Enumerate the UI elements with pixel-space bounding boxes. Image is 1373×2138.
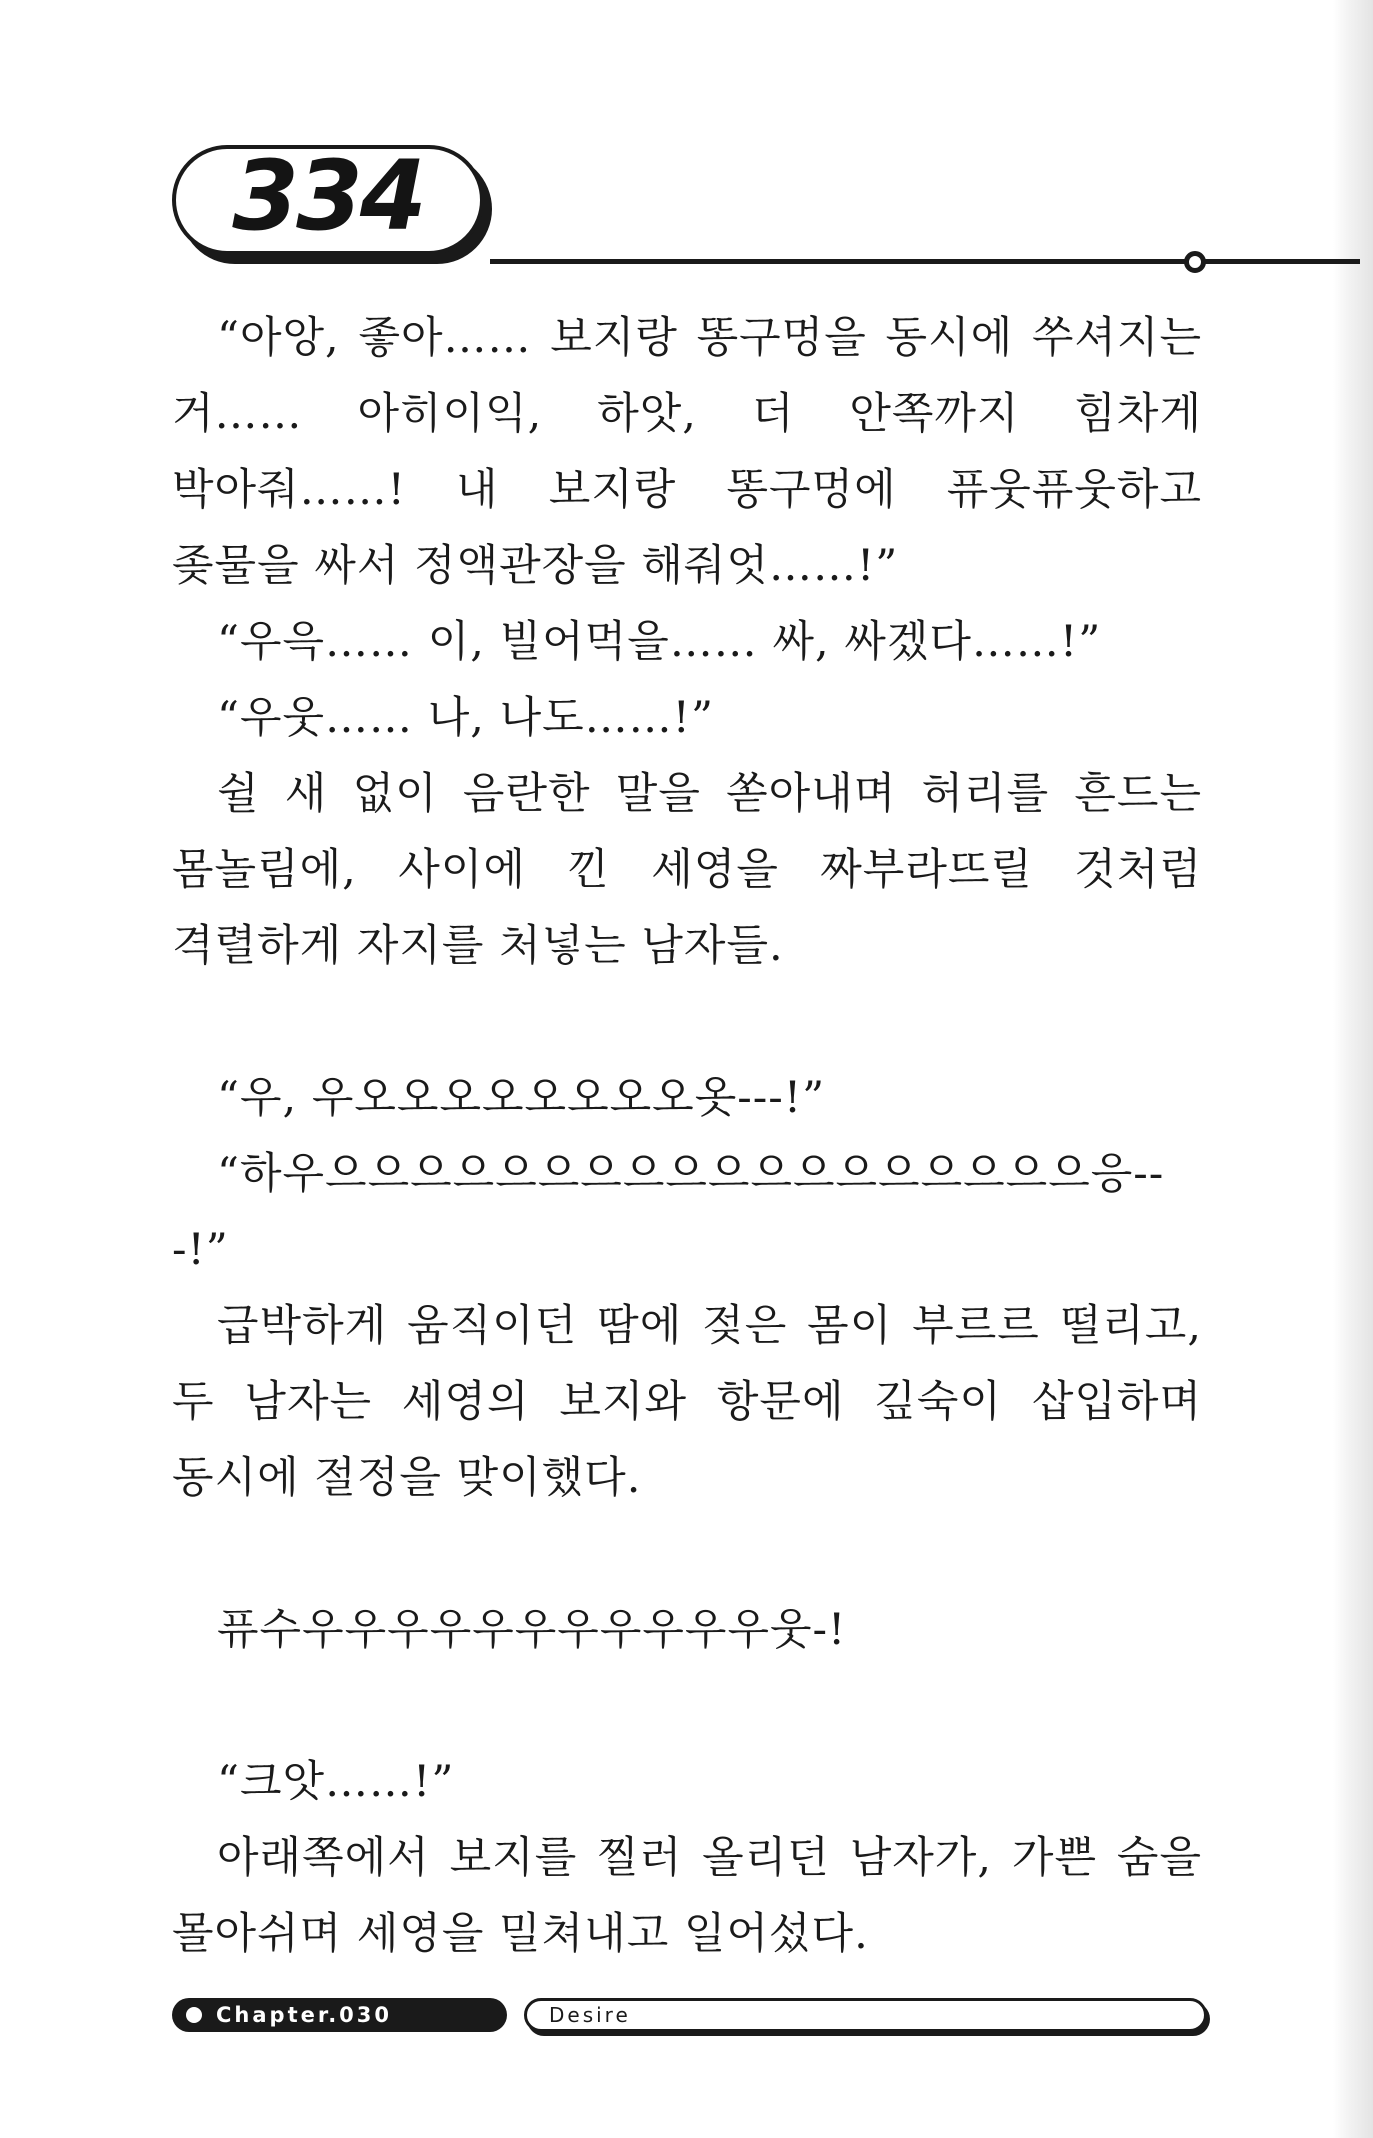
paragraph: “우, 우오오오오오오오오옷---!” xyxy=(217,1073,826,1123)
paragraph: 아래쪽에서 보지를 찔러 올리던 남자가, 가쁜 숨을 몰아쉬며 세영을 밀쳐내고 일어섰다. xyxy=(172,1833,1202,1959)
paragraph: 급박하게 움직이던 땀에 젖은 몸이 부르르 떨리고, 두 남자는 세영의 보지와 항문에 깊숙이 삽입하며 동시에 절정을 맞이했다. xyxy=(172,1301,1202,1503)
header-rule-end-circle xyxy=(1184,251,1206,273)
paragraph: “아앙, 좋아…… 보지랑 똥구멍을 동시에 쑤셔지는 거…… 아히이익, 하앗, 더 안쪽까지 힘차게 박아줘……! 내 보지랑 똥구멍에 퓨웃퓨웃하고 좆물을 싸서 정액관장을 해줘엇……!” xyxy=(172,313,1202,591)
chapter-label: Chapter.030 xyxy=(216,2003,393,2027)
bullet-icon xyxy=(186,2007,202,2023)
page-footer xyxy=(172,1998,1207,2038)
paragraph-gap xyxy=(172,984,1202,1060)
paragraph: “크앗……!” xyxy=(217,1757,455,1807)
paragraph: 퓨수우우우우우우우우우우우웃-! xyxy=(217,1605,847,1655)
chapter-pill xyxy=(172,1998,507,2032)
page-header xyxy=(172,140,1212,273)
paragraph: “하우으으으으으으으으으으으으으으으으으으응---!” xyxy=(172,1149,1165,1275)
paragraph-gap xyxy=(172,1668,1202,1744)
page-edge-shadow xyxy=(1333,0,1373,2138)
paragraph: 쉴 새 없이 음란한 말을 쏟아내며 허리를 흔드는 몸놀림에, 사이에 낀 세영을 짜부라뜨릴 것처럼 격렬하게 자지를 처넣는 남자들. xyxy=(172,769,1202,971)
title-pill xyxy=(524,1998,1207,2032)
paragraph-gap xyxy=(172,1516,1202,1592)
book-title-label: Desire xyxy=(549,2003,631,2027)
header-rule xyxy=(490,259,1360,264)
page-number: 334 xyxy=(232,140,424,252)
paragraph: “우윽…… 이, 빌어먹을…… 싸, 싸겠다……!” xyxy=(217,617,1102,667)
paragraph: “우웃…… 나, 나도……!” xyxy=(217,693,714,743)
body-text xyxy=(172,300,1202,1972)
